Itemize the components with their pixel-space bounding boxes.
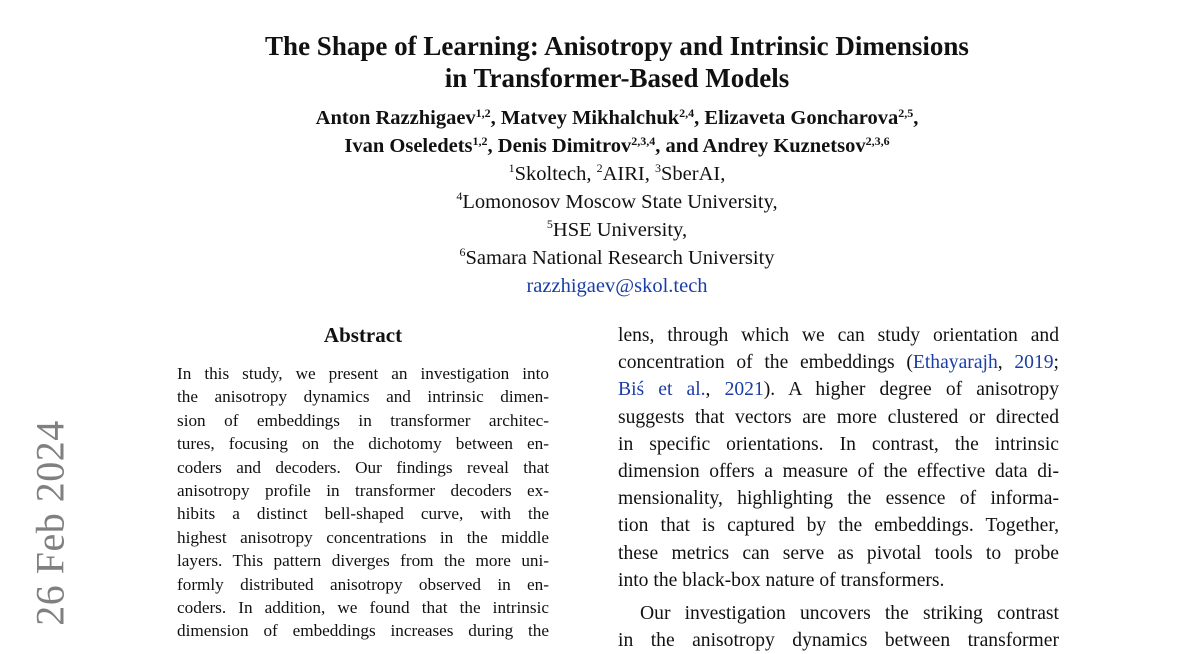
- author-name: Matvey Mikhalchuk: [500, 107, 680, 129]
- citation-link-ethayarajh[interactable]: Ethayarajh: [912, 352, 998, 374]
- affil-name: Samara National Research University: [465, 247, 775, 269]
- abstract-line: sion of embeddings in transformer architec-: [177, 410, 549, 430]
- body-line: tion that is captured by the embeddings. Together,: [618, 515, 1059, 537]
- author-separator: ,: [490, 107, 501, 129]
- abstract-line: dimension of embeddings increases during the: [177, 621, 549, 641]
- author-name: Andrey Kuznetsov: [702, 135, 866, 157]
- arxiv-date-stamp: [28, 420, 72, 625]
- paper-title-line-2: in Transformer-Based Models: [444, 63, 790, 93]
- body-line: mensionality, highlighting the essence of informa-: [618, 488, 1059, 510]
- abstract-line: the anisotropy dynamics and intrinsic dimen-: [177, 387, 549, 407]
- body-line: these metrics can serve as pivotal tools to probe: [618, 542, 1059, 564]
- author-name: Ivan Oseledets: [344, 135, 473, 157]
- affil-sup: 6: [459, 245, 466, 259]
- body-line: dimension offers a measure of the effective data di-: [618, 460, 1059, 482]
- affil-sup: 5: [546, 217, 553, 231]
- abstract-heading: Abstract: [323, 323, 403, 347]
- affil-sup: 1: [508, 161, 515, 175]
- author-name: Elizaveta Goncharova: [704, 107, 899, 129]
- author-list: [175, 104, 1059, 160]
- citation-year-link-2021[interactable]: 2021: [724, 379, 764, 401]
- body-text: ). A higher degree of anisotropy: [763, 379, 1060, 401]
- affiliation-line-3: [175, 216, 1059, 244]
- author-affil-sup: 2,3,6: [865, 134, 890, 148]
- body-line: [618, 376, 1059, 403]
- author-name: Denis Dimitrov: [497, 135, 632, 157]
- body-line: in the anisotropy dynamics between transformer: [618, 630, 1059, 652]
- citation-link-bis[interactable]: Biś et al.: [618, 379, 706, 401]
- author-separator: ,: [913, 107, 919, 129]
- abstract-line: highest anisotropy concentrations in the middle: [177, 527, 549, 547]
- introduction-column: [618, 322, 1059, 654]
- body-line: Our investigation uncovers the striking contrast: [640, 602, 1059, 624]
- abstract-line: formly distributed anisotropy observed in en-: [177, 574, 549, 594]
- paper-header: [175, 30, 1059, 300]
- paper-title-line-1: The Shape of Learning: Anisotropy and Intrinsic Dimensions: [265, 31, 969, 61]
- author-separator: , and: [655, 135, 703, 157]
- body-text: concentration of the embeddings (: [618, 352, 913, 374]
- email-line: [175, 272, 1059, 300]
- body-line: into the black-box nature of transformers.: [618, 569, 945, 591]
- body-line: lens, through which we can study orientation and: [618, 325, 1059, 346]
- citation-sep: ,: [705, 379, 725, 401]
- abstract-line: anisotropy profile in transformer decoders ex-: [177, 480, 549, 500]
- affil-name: Lomonosov Moscow State University,: [462, 191, 778, 213]
- affil-sup: 2: [596, 161, 603, 175]
- affil-name: HSE University,: [552, 219, 688, 241]
- body-text: ;: [1053, 352, 1059, 374]
- author-affil-sup: 1,2: [475, 106, 491, 120]
- body-line: suggests that vectors are more clustered or directed: [618, 406, 1059, 428]
- affil-sup: 3: [655, 161, 662, 175]
- author-line-2: [175, 132, 1059, 160]
- citation-sep: ,: [997, 352, 1015, 374]
- affiliation-line-2: [175, 188, 1059, 216]
- author-affil-sup: 2,3,4: [631, 134, 656, 148]
- author-name: Anton Razzhigaev: [315, 107, 476, 129]
- affil-name: Skoltech,: [514, 163, 597, 185]
- affiliation-line-4: [175, 244, 1059, 272]
- author-line-1: [175, 104, 1059, 132]
- abstract-body: [177, 362, 549, 643]
- abstract-line: In this study, we present an investigation into: [177, 364, 549, 383]
- author-email-link[interactable]: razzhigaev@skol.tech: [526, 275, 708, 297]
- author-affil-sup: 2,5: [898, 106, 914, 120]
- affil-name: AIRI,: [602, 163, 656, 185]
- abstract-line: coders and decoders. Our findings reveal that: [177, 457, 549, 477]
- affil-name: SberAI,: [661, 163, 726, 185]
- date-stamp-text: 26 Feb 2024: [27, 419, 73, 626]
- author-affil-sup: 1,2: [472, 134, 488, 148]
- body-line: [618, 349, 1059, 376]
- author-separator: ,: [694, 107, 705, 129]
- author-separator: ,: [487, 135, 498, 157]
- affil-sup: 4: [456, 189, 463, 203]
- abstract-line: hibits a distinct bell-shaped curve, with the: [177, 504, 549, 524]
- citation-year-link-2019[interactable]: 2019: [1014, 352, 1054, 374]
- abstract-line: coders. In addition, we found that the intrinsic: [177, 597, 549, 617]
- affiliation-line-1: [175, 160, 1059, 188]
- abstract-line: tures, focusing on the dichotomy between en-: [177, 434, 549, 454]
- abstract-line: layers. This pattern diverges from the more uni-: [177, 551, 549, 571]
- body-line: in specific orientations. In contrast, the intrinsic: [618, 433, 1059, 455]
- author-affil-sup: 2,4: [679, 106, 695, 120]
